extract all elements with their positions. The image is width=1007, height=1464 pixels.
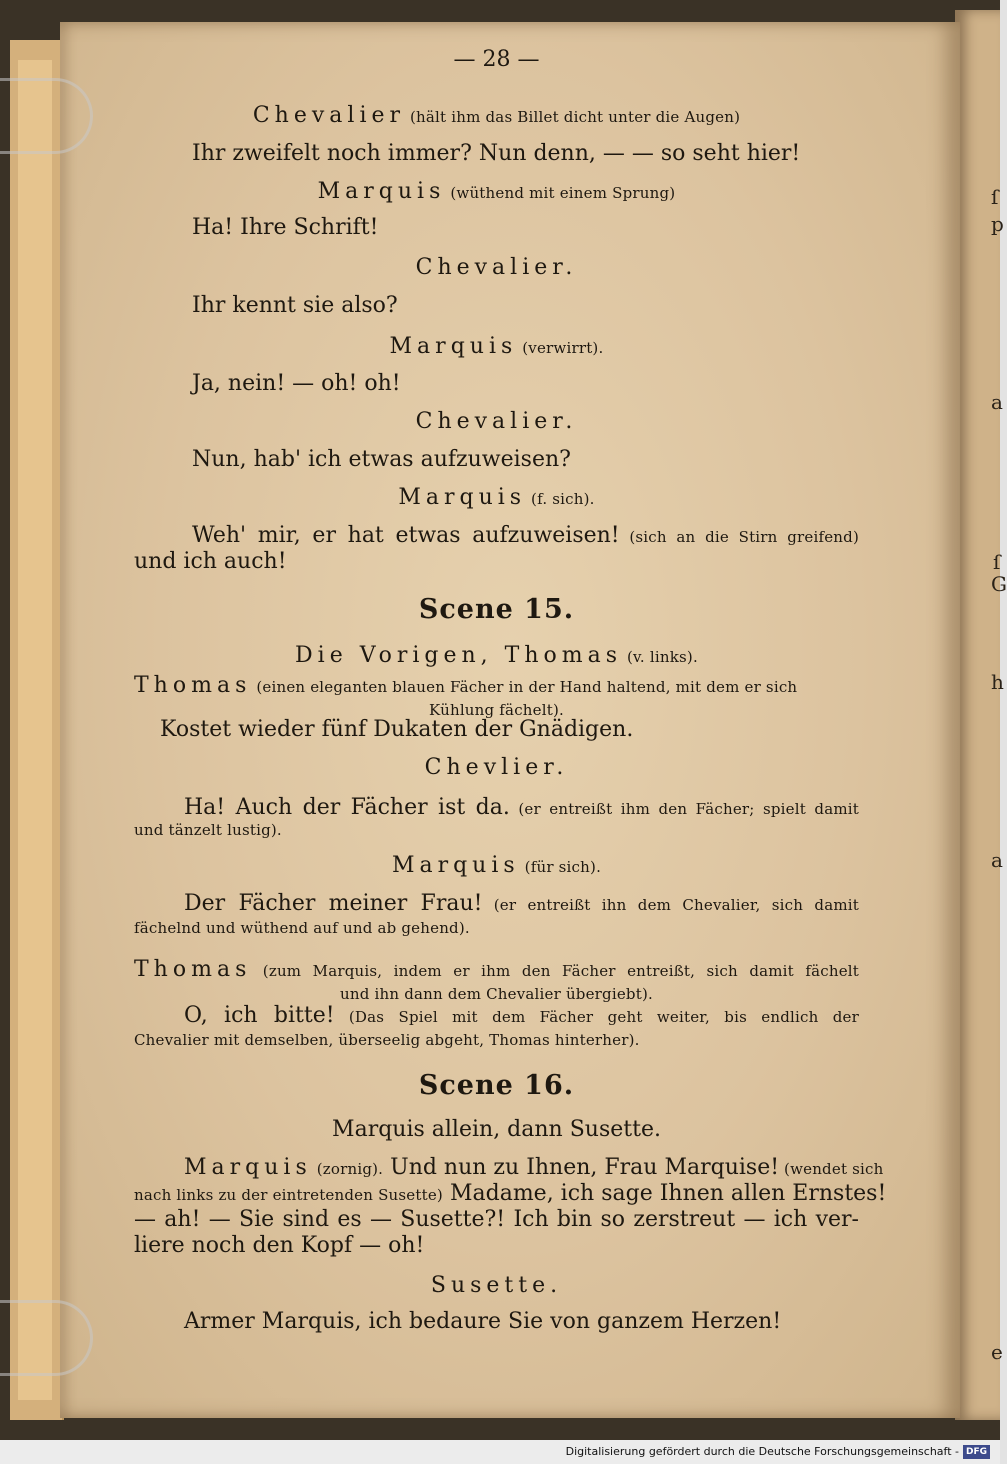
stage-speaker-line — [134, 852, 859, 881]
dialogue-line: Ha! Ihre Schrift! — [192, 215, 379, 240]
stage-direction: (zornig). — [311, 1160, 384, 1178]
speaker: Susette. — [430, 1273, 563, 1298]
dialogue-text: Der Fächer meiner Frau! — [184, 891, 483, 916]
dialogue-line: liere noch den Kopf — oh! — [134, 1233, 425, 1258]
clip-top — [0, 78, 93, 154]
stage-direction: (v. links). — [622, 648, 698, 666]
dialogue-text: Und nun zu Ihnen, Frau Marquise! — [383, 1155, 780, 1180]
dialogue-line — [184, 794, 859, 823]
stage-direction: (einen eleganten blauen Fächer in der Hand haltend, mit dem er sich — [251, 678, 798, 696]
next-page-fragment: ſ — [993, 550, 1001, 574]
stage-direction: (wüthend mit einem Sprung) — [445, 184, 676, 202]
book-edge-inner — [18, 60, 52, 1400]
speaker: Chevalier. — [415, 255, 578, 280]
speaker: Chevlier. — [424, 755, 569, 780]
speaker: Marquis — [398, 485, 527, 510]
speaker: Die Vorigen, Thomas — [295, 643, 623, 668]
clip-bottom — [0, 1300, 93, 1376]
stage-speaker-line — [134, 484, 859, 513]
footer-text: Digitalisierung gefördert durch die Deutsche Forschungsgemeinschaft - — [565, 1445, 959, 1458]
speaker: Thomas — [134, 957, 252, 982]
stage-direction: nach links zu der eintretenden Susette) — [134, 1186, 443, 1204]
dialogue-line: Nun, hab' ich etwas aufzuweisen? — [192, 447, 571, 472]
dialogue-line: und ich auch! — [134, 549, 287, 574]
stage-direction: Kühlung fächelt). — [429, 701, 564, 719]
stage-direction: (hält ihm das Billet dicht unter die Augen) — [405, 108, 741, 126]
stage-direction: und ihn dann dem Chevalier übergiebt). — [340, 985, 653, 1003]
dialogue-line: Ja, nein! — oh! oh! — [192, 371, 401, 396]
dialogue-line — [134, 1180, 887, 1209]
stage-direction: (er entreißt ihn dem Chevalier, sich damit — [482, 896, 859, 914]
speaker: Marquis — [391, 853, 520, 878]
next-page-fragment: h — [991, 670, 1004, 694]
next-page-fragment: ſ — [991, 185, 999, 209]
stage-direction: (verwirrt). — [517, 339, 604, 357]
stage-direction: (zum Marquis, indem er ihm den Fächer entreißt, sich damit fächelt — [251, 962, 859, 980]
stage-direction: (für sich). — [519, 858, 602, 876]
dfg-logo: DFG — [963, 1445, 990, 1459]
stage-speaker-line — [134, 642, 859, 671]
stage-direction: Chevalier mit demselben, überseelig abgeht, Thomas hinterher). — [134, 1031, 640, 1049]
dialogue-line: — ah! — Sie sind es — Susette?! Ich bin so zerstreut — ich ver- — [134, 1207, 859, 1232]
speaker: Marquis — [184, 1155, 312, 1180]
speaker: Chevalier. — [415, 409, 578, 434]
scene-heading: Scene 16. — [418, 1070, 575, 1101]
next-page-fragment: a — [991, 848, 1003, 872]
dialogue-line: Kostet wieder fünf Dukaten der Gnädigen. — [160, 717, 634, 742]
stage-direction: (wendet sich — [779, 1160, 884, 1178]
dialogue-text: Weh' mir, er hat etwas aufzuweisen! — [192, 523, 620, 548]
stage-direction: fächelnd und wüthend auf und ab gehend). — [134, 919, 470, 937]
next-page-fragment: G — [991, 572, 1007, 596]
dialogue-line — [192, 522, 859, 551]
next-page-edge — [955, 10, 1007, 1420]
next-page-fragment: a — [991, 390, 1003, 414]
dialogue-line: Ihr zweifelt noch immer? Nun denn, — — so seht hier! — [192, 141, 801, 166]
dialogue-text: Madame, ich sage Ihnen allen Ernstes! — [442, 1181, 887, 1206]
dialogue-line: Ihr kennt sie also? — [192, 293, 398, 318]
speaker: Marquis — [389, 334, 518, 359]
next-page-fragment: e — [991, 1340, 1003, 1364]
stage-speaker-line — [134, 178, 859, 207]
dialogue-text: O, ich bitte! — [184, 1003, 335, 1028]
dialogue-line: Armer Marquis, ich bedaure Sie von ganzem Herzen! — [184, 1309, 782, 1334]
scene-cast: Marquis allein, dann Susette. — [332, 1117, 661, 1142]
dialogue-line — [184, 1154, 884, 1183]
stage-direction: (Das Spiel mit dem Fächer geht weiter, bis endlich der — [334, 1008, 859, 1026]
speaker: Marquis — [317, 179, 446, 204]
dialogue-text: Ha! Auch der Fächer ist da. — [184, 795, 510, 820]
stage-direction: und tänzelt lustig). — [134, 821, 282, 839]
speaker: Chevalier — [252, 103, 406, 128]
next-page-fragment: p — [991, 212, 1004, 236]
stage-direction: (f. sich). — [526, 490, 595, 508]
page-number: — 28 — — [453, 47, 540, 72]
stage-direction: (er entreißt ihm den Fächer; spielt damit — [509, 800, 859, 818]
stage-speaker-line — [134, 102, 859, 131]
stage-speaker-line — [134, 333, 859, 362]
stage-direction: (sich an die Stirn greifend) — [619, 528, 859, 546]
digitization-footer — [0, 1440, 1000, 1464]
scene-heading: Scene 15. — [418, 594, 575, 625]
speaker: Thomas — [134, 673, 252, 698]
